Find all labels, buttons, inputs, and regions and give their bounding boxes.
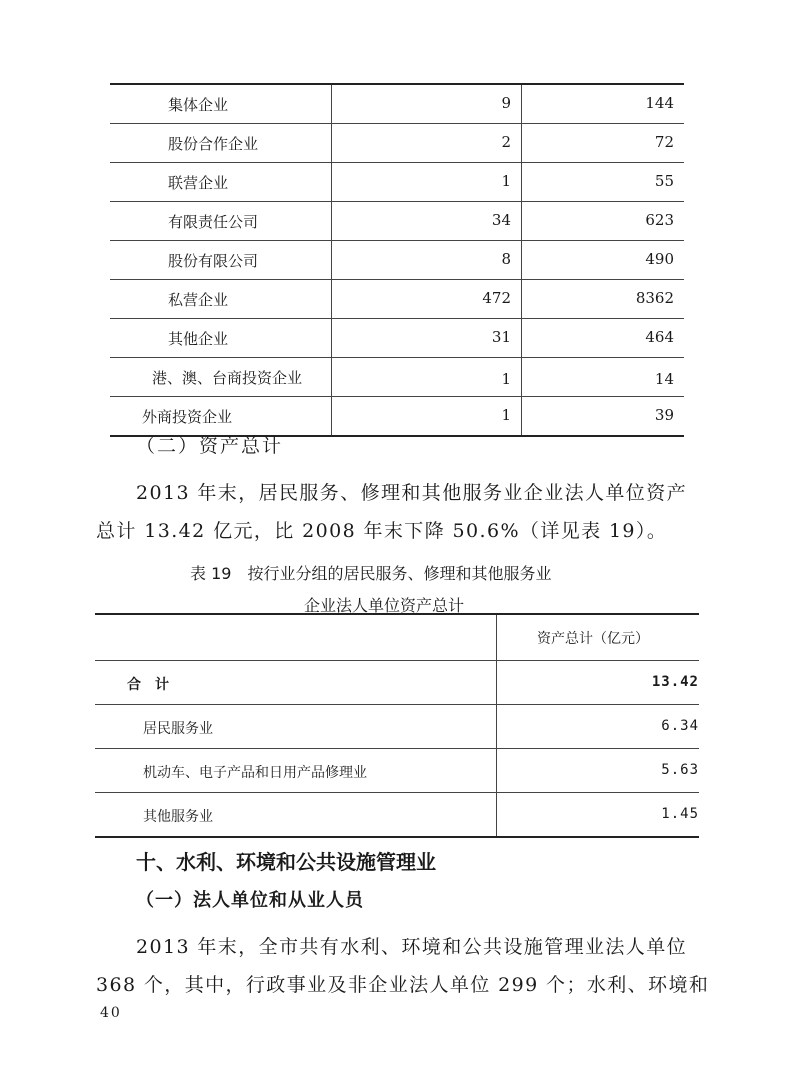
table-row <box>110 240 684 279</box>
row-label: 私营企业 <box>168 291 229 309</box>
asset-total-table <box>95 613 699 838</box>
row-label: 外商投资企业 <box>142 408 233 426</box>
row-count: 9 <box>501 94 511 112</box>
table-row <box>95 748 699 792</box>
table-row <box>110 162 684 201</box>
table-row <box>95 704 699 748</box>
row-value: 6.34 <box>661 718 699 734</box>
row-count: 8 <box>501 250 511 268</box>
row-count: 34 <box>491 211 511 229</box>
table-row-total <box>95 660 699 704</box>
row-count: 1 <box>501 370 511 388</box>
row-value: 144 <box>645 94 674 112</box>
row-value: 464 <box>645 328 674 346</box>
column-header: 资产总计（亿元） <box>537 631 649 647</box>
row-value: 490 <box>645 250 674 268</box>
row-value: 623 <box>645 211 674 229</box>
row-label: 其他企业 <box>168 330 229 348</box>
paragraph-line: 2013 年末，居民服务、修理和其他服务业企业法人单位资产 <box>136 482 687 504</box>
table-caption-line2: 企业法人单位资产总计 <box>304 596 465 615</box>
section-heading-assets: （二）资产总计 <box>136 435 284 457</box>
row-value: 39 <box>654 406 674 424</box>
row-value: 1.45 <box>661 806 699 822</box>
row-label: 机动车、电子产品和日用产品修理业 <box>143 765 367 781</box>
table-row <box>110 318 684 357</box>
table-row <box>110 279 684 318</box>
page-number: 40 <box>100 1005 122 1021</box>
row-count: 1 <box>501 172 511 190</box>
table-row <box>110 201 684 240</box>
table-header-row <box>95 615 699 660</box>
total-label: 合计 <box>127 677 183 693</box>
row-label: 居民服务业 <box>143 721 213 737</box>
row-value: 14 <box>654 370 674 388</box>
row-label: 集体企业 <box>168 96 229 114</box>
paragraph-line: 368 个，其中，行政事业及非企业法人单位 299 个；水利、环境和 <box>96 974 710 996</box>
row-count: 2 <box>501 133 511 151</box>
row-label: 港、澳、台商投资企业 <box>152 369 303 387</box>
row-label: 股份合作企业 <box>168 135 259 153</box>
table-row <box>110 123 684 162</box>
row-value: 72 <box>654 133 674 151</box>
paragraph-line: 2013 年末，全市共有水利、环境和公共设施管理业法人单位 <box>136 936 687 958</box>
enterprise-type-table <box>110 83 684 437</box>
section-subheading: （一）法人单位和从业人员 <box>136 890 364 911</box>
row-label: 联营企业 <box>168 174 229 192</box>
row-value: 5.63 <box>661 762 699 778</box>
table-row <box>110 357 684 396</box>
table-row <box>95 792 699 836</box>
table-row <box>110 396 684 435</box>
row-count: 472 <box>482 289 511 307</box>
row-label: 其他服务业 <box>143 809 213 825</box>
table-row <box>110 85 684 123</box>
total-value: 13.42 <box>651 674 699 690</box>
table-caption: 表 19 按行业分组的居民服务、修理和其他服务业 <box>190 564 552 583</box>
chapter-heading: 十、水利、环境和公共设施管理业 <box>136 850 436 874</box>
row-count: 1 <box>501 406 511 424</box>
row-value: 55 <box>654 172 674 190</box>
row-count: 31 <box>491 328 511 346</box>
row-label: 有限责任公司 <box>168 213 259 231</box>
row-value: 8362 <box>635 289 674 307</box>
paragraph-line: 总计 13.42 亿元，比 2008 年末下降 50.6%（详见表 19）。 <box>96 520 668 542</box>
row-label: 股份有限公司 <box>168 252 259 270</box>
